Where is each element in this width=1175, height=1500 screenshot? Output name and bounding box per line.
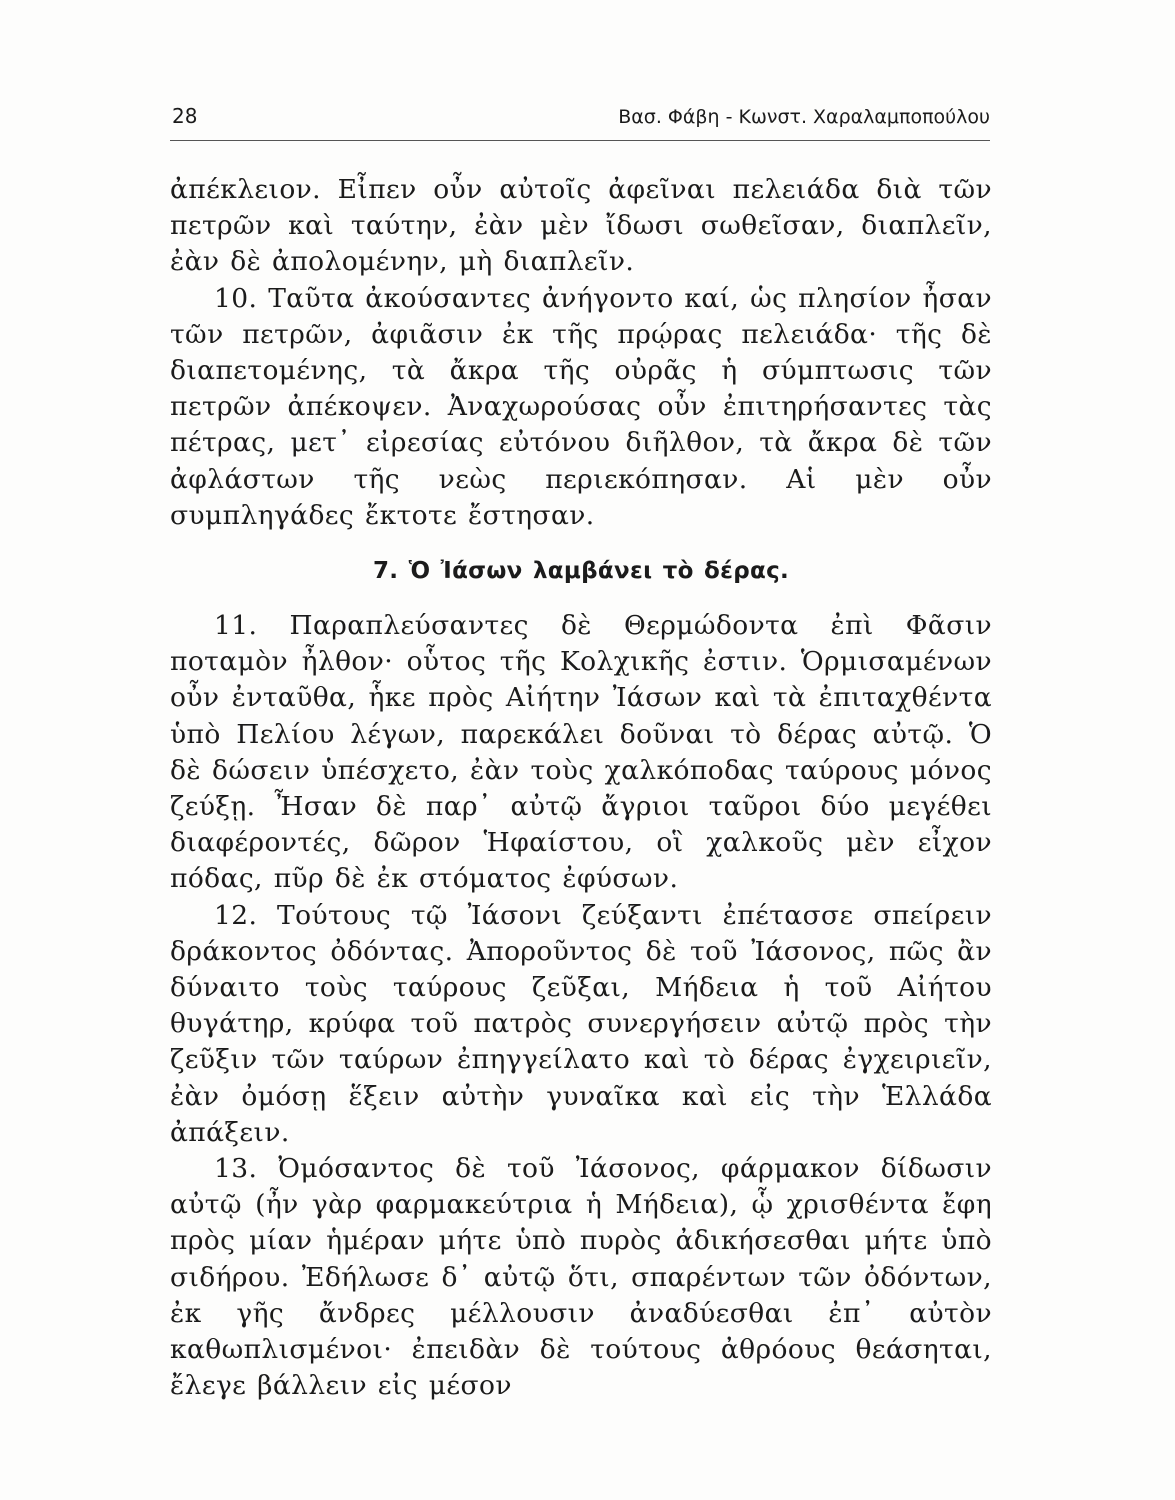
header-authors: Βασ. Φάβη - Κωνστ. Χαραλαμποπούλου [618, 106, 990, 128]
paragraph-10 [170, 281, 992, 534]
header-rule [170, 140, 990, 141]
running-head [170, 100, 990, 136]
section-heading: 7. Ὁ Ἰάσων λαμβάνει τὸ δέρας. [372, 558, 790, 585]
paragraph-text: ἀπέκλειον. Εἶπεν οὖν αὐτοῖς ἀφεῖναι πελειάδα διὰ τῶν πετρῶν καὶ ταύτην, ἐὰν μὲν ἴδωσι σωθεῖσαν, διαπλεῖν, ἐὰν δὲ ἀπολομένην, μὴ διαπλεῖν. [170, 174, 992, 278]
paragraph-text: Ταῦτα ἀκούσαντες ἀνήγοντο καί, ὡς πλησίον ἦσαν τῶν πετρῶν, ἀφιᾶσιν ἐκ τῆς πρῴρας πελειάδα· τῆς δὲ διαπετομένης, τὰ ἄκρα τῆς οὐρᾶς ἡ σύμπτωσις τῶν πετρῶν ἀπέκοψεν. Ἀναχωρούσας οὖν ἐπιτηρήσαντες τὰς πέτρας, μετ᾽ εἰρεσίας εὐτόνου διῆλθον, τὰ ἄκρα δὲ τῶν ἀφλάστων τῆς νεὼς περιεκόπησαν. Αἱ μὲν οὖν συμπληγάδες ἔκτοτε ἔστησαν. [170, 282, 993, 531]
paragraph-12 [170, 898, 992, 1151]
paragraph-11 [170, 608, 992, 898]
paragraph-number: 10. [214, 282, 258, 314]
paragraph-text: Τούτους τῷ Ἰάσονι ζεύξαντι ἐπέτασσε σπείρειν δράκοντος ὀδόντας. Ἀποροῦντος δὲ τοῦ Ἰάσονος, πῶς ἂν δύναιτο τοὺς ταύρους ζεῦξαι, Μήδεια ἡ τοῦ Αἰήτου θυγάτηρ, κρύφα τοῦ πατρὸς συνεργήσειν αὐτῷ πρὸς τὴν ζεῦξιν τῶν ταύρων ἐπηγγείλατο καὶ τὸ δέρας ἐγχειριεῖν, ἐὰν ὀμόσῃ ἕξειν αὐτὴν γυναῖκα καὶ εἰς τὴν Ἑλλάδα ἀπάξειν. [170, 899, 992, 1148]
paragraph-13 [170, 1151, 992, 1404]
paragraph-text: Ὀμόσαντος δὲ τοῦ Ἰάσονος, φάρμακον δίδωσιν αὐτῷ (ἦν γὰρ φαρμακεύτρια ἡ Μήδεια), ᾧ χρισθέντα ἔφη πρὸς μίαν ἡμέραν μήτε ὑπὸ πυρὸς ἀδικήσεσθαι μήτε ὑπὸ σιδήρου. Ἐδήλωσε δ᾽ αὐτῷ ὅτι, σπαρέντων τῶν ὀδόντων, ἐκ γῆς ἄνδρες μέλλουσιν ἀναδύεσθαι ἐπ᾽ αὐτὸν καθωπλισμένοι· ἐπειδὰν δὲ τούτους ἀθρόους θεάσηται, ἔλεγε βάλλειν εἰς μέσον [170, 1153, 992, 1402]
paragraph-number: 11. [214, 610, 258, 642]
paragraph-number: 13. [214, 1153, 258, 1185]
page-number: 28 [172, 104, 198, 128]
paragraph-continued [170, 172, 992, 281]
paragraph-number: 12. [214, 899, 258, 931]
paragraph-text: Παραπλεύσαντες δὲ Θερμώδοντα ἐπὶ Φᾶσιν ποταμὸν ἦλθον· οὗτος τῆς Κολχικῆς ἐστιν. Ὁρμισαμένων οὖν ἐνταῦθα, ἧκε πρὸς Αἰήτην Ἰάσων καὶ τὰ ἐπιταχθέντα ὑπὸ Πελίου λέγων, παρεκάλει δοῦναι τὸ δέρας αὐτῷ. Ὁ δὲ δώσειν ὑπέσχετο, ἐὰν τοὺς χαλκόποδας ταύρους μόνος ζεύξῃ. Ἦσαν δὲ παρ᾽ αὐτῷ ἄγριοι ταῦροι δύο μεγέθει διαφέροντές, δῶρον Ἡφαίστου, οἳ χαλκοῦς μὲν εἶχον πόδας, πῦρ δὲ ἐκ στόματος ἐφύσων. [170, 610, 992, 895]
body-text [170, 172, 992, 1405]
